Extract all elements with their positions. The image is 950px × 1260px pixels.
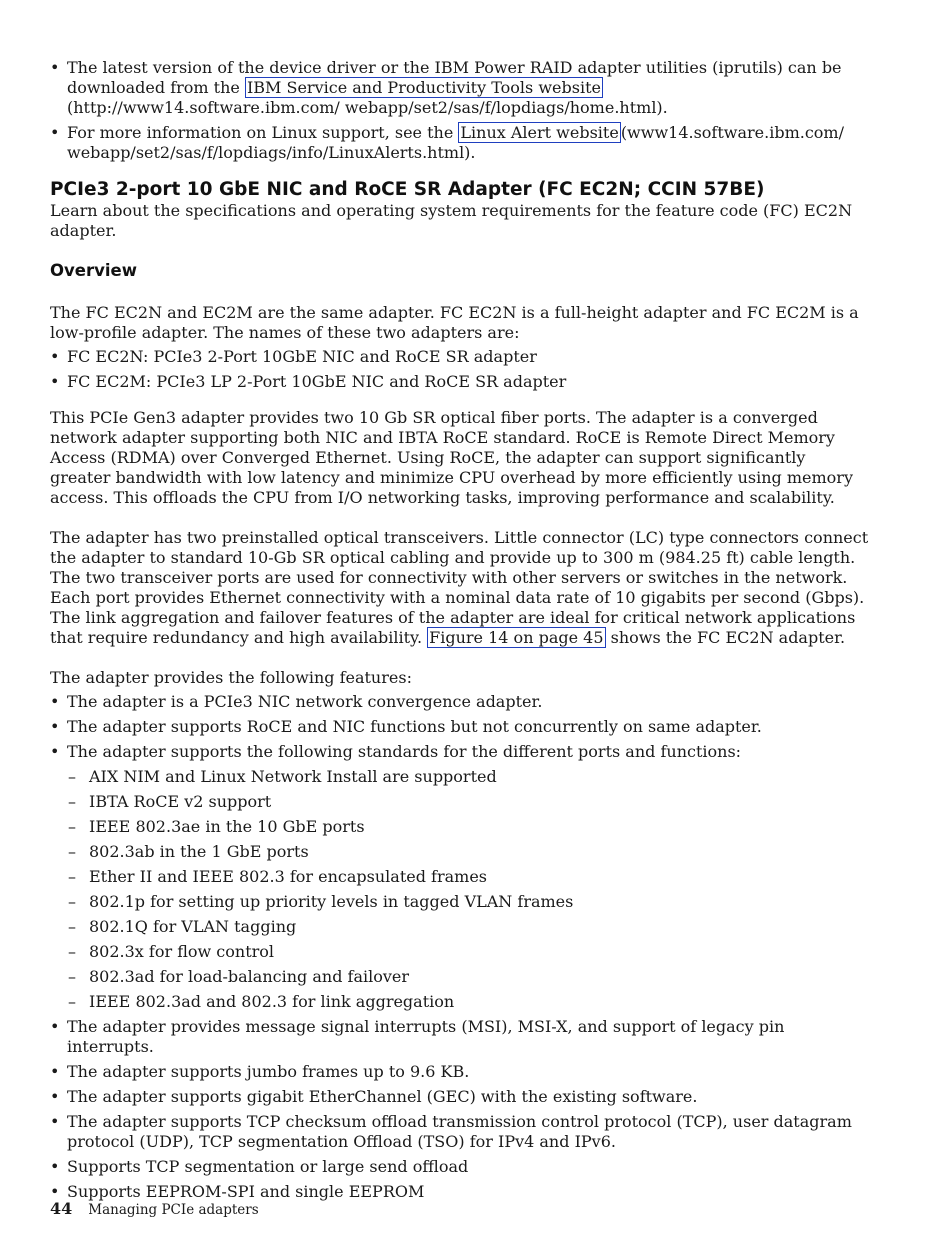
list-item: • FC EC2N: PCIe3 2-Port 10GbE NIC and RoCE SR adapter [50,347,870,367]
overview-heading: Overview [50,261,137,280]
list-item: • The adapter supports RoCE and NIC functions but not concurrently on same adapter. [50,717,870,737]
adapter-names-list [50,347,870,392]
list-item: • The adapter provides message signal interrupts (MSI), MSI-X, and support of legacy pin interrupts. [50,1017,870,1057]
list-item: • The adapter supports TCP checksum offload transmission control protocol (TCP), user datagram protocol (UDP), TCP segmentation Offload (TSO) for IPv4 and IPv6. [50,1112,870,1152]
section-intro: Learn about the specifications and operating system requirements for the feature code (FC) EC2N adapter. [50,201,853,240]
ibm-service-tools-link[interactable]: IBM Service and Productivity Tools website [246,78,601,97]
list-item: – IBTA RoCE v2 support [50,792,870,812]
list-item: • Supports EEPROM-SPI and single EEPROM [50,1182,870,1202]
page-number: 44 [50,1199,73,1218]
list-item: • The adapter is a PCIe3 NIC network convergence adapter. [50,692,870,712]
features-list [50,692,870,1202]
list-item: – IEEE 802.3ae in the 10 GbE ports [50,817,870,837]
list-item: • The latest version of the device driver or the IBM Power RAID adapter utilities (iprutils) can be downloaded from the IBM Service and Productivity Tools website (http://www14.software.ibm.com/ webapp/set2/sas/f/lopdiags/home.html). [50,58,870,118]
list-item: • FC EC2M: PCIe3 LP 2-Port 10GbE NIC and RoCE SR adapter [50,372,870,392]
list-item: • Supports TCP segmentation or large send offload [50,1157,870,1177]
section-title: PCIe3 2-port 10 GbE NIC and RoCE SR Adapter (FC EC2N; CCIN 57BE) [50,179,765,200]
list-item: • The adapter supports the following standards for the different ports and functions: – AIX NIM and Linux Network Install are supported – IBTA RoCE v2 support – IEEE 802.3ae in the 10 GbE ports – 802.3ab in the 1 GbE ports – Ether II and IEEE 802.3 for encapsulated frames – 802.1p for setting up priority levels in tagged VLAN frames – 802.1Q for VLAN tagging – 802.3x for flow control – 802.3ad for load-balancing and failover – IEEE 802.3ad and 802.3 for link aggregation [50,742,870,1012]
overview-para-1: The FC EC2N and EC2M are the same adapter. FC EC2N is a full-height adapter and FC EC2M is a low-profile adapter. The names of these two adapters are: [50,303,859,342]
page-content [50,58,870,1207]
standards-list [50,767,870,1012]
list-item: • The adapter supports gigabit EtherChannel (GEC) with the existing software. [50,1087,870,1107]
list-item: – AIX NIM and Linux Network Install are supported [50,767,870,787]
page-footer [50,1199,259,1218]
linux-alert-link[interactable]: Linux Alert website [460,123,619,142]
list-item: • The adapter supports jumbo frames up to 9.6 KB. [50,1062,870,1082]
list-item: – 802.1p for setting up priority levels in tagged VLAN frames [50,892,870,912]
support-bullets [50,58,870,163]
overview-para-3: The adapter has two preinstalled optical transceivers. Little connector (LC) type connectors connect the adapter to standard 10-Gb SR optical cabling and provide up to 300 m (984.25 ft) cable length. The two transceiver ports are used for connectivity with other servers or switches in the network. Each port provides Ethernet connectivity with a nominal data rate of 10 gigabits per second (Gbps). The link aggregation and failover features of the adapter are ideal for critical network applications that require redundancy and high availability. Figure 14 on page 45 shows the FC EC2N adapter. [50,528,869,647]
list-item: – 802.1Q for VLAN tagging [50,917,870,937]
list-item: • For more information on Linux support, see the Linux Alert website (www14.software.ibm.com/ webapp/set2/sas/f/lopdiags/info/LinuxAlerts.html). [50,123,870,163]
features-intro: The adapter provides the following features: [50,668,412,687]
figure-14-link[interactable]: Figure 14 on page 45 [429,628,604,647]
list-item: – 802.3ab in the 1 GbE ports [50,842,870,862]
overview-para-2: This PCIe Gen3 adapter provides two 10 Gb SR optical fiber ports. The adapter is a converged network adapter supporting both NIC and IBTA RoCE standard. RoCE is Remote Direct Memory Access (RDMA) over Converged Ethernet. Using RoCE, the adapter can support significantly greater bandwidth with low latency and minimize CPU overhead by more efficiently using memory access. This offloads the CPU from I/O networking tasks, improving performance and scalability. [50,408,853,507]
footer-title: Managing PCIe adapters [88,1202,259,1218]
list-item: – 802.3ad for load-balancing and failover [50,967,870,987]
list-item: – 802.3x for flow control [50,942,870,962]
list-item: – IEEE 802.3ad and 802.3 for link aggregation [50,992,870,1012]
list-item: – Ether II and IEEE 802.3 for encapsulated frames [50,867,870,887]
